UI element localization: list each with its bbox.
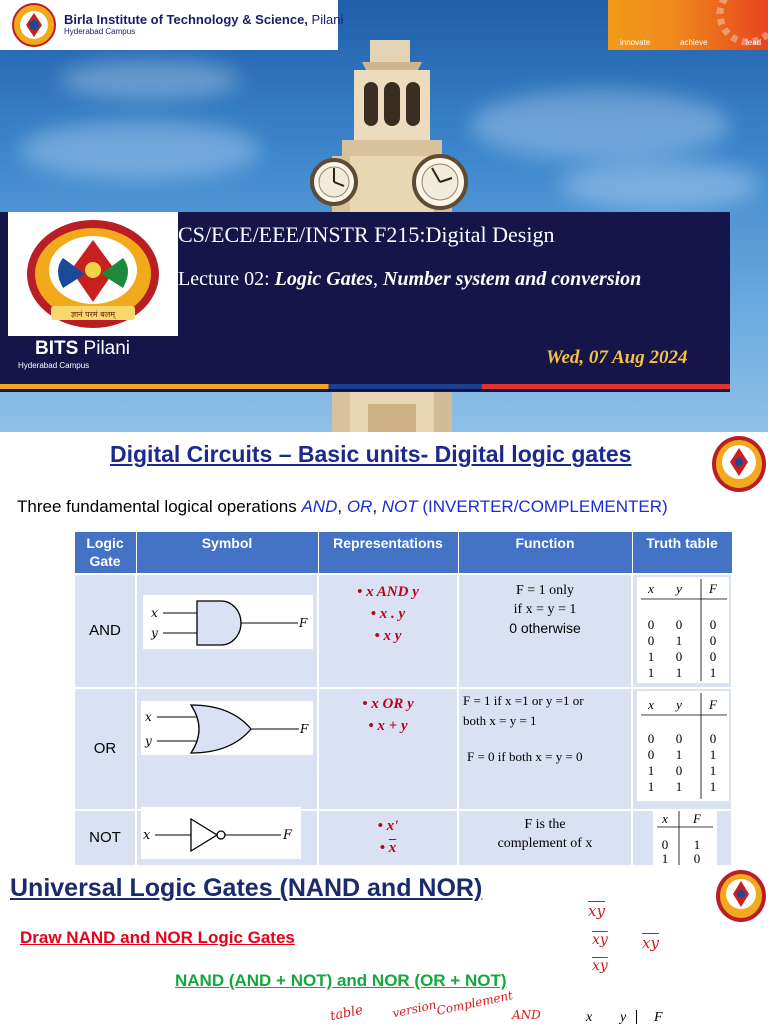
function-line: complement of x bbox=[497, 835, 593, 851]
op-sep-1: , bbox=[337, 497, 347, 516]
truth-value: 1 bbox=[647, 664, 655, 680]
handwriting-xy-full-bar: $\overline{xy}$ bbox=[642, 934, 659, 952]
tagline-innovate: innovate bbox=[620, 38, 651, 47]
truth-value: 0 bbox=[647, 632, 655, 648]
truth-value: 0 bbox=[675, 730, 683, 746]
symbol-cell bbox=[136, 574, 318, 688]
input-label: x bbox=[151, 605, 158, 620]
truth-value: 0 bbox=[675, 762, 683, 778]
course-title: CS/ECE/EEE/INSTR F215:Digital Design bbox=[178, 222, 555, 247]
truth-header: F bbox=[709, 696, 717, 712]
handwriting-table: table bbox=[328, 1002, 365, 1025]
header-function: Function bbox=[458, 532, 632, 574]
rep-item: • x AND y bbox=[357, 583, 419, 600]
header-symbol: Symbol bbox=[136, 532, 318, 574]
truth-value: 0 bbox=[661, 836, 669, 852]
institute-name-pilani: Pilani bbox=[307, 12, 344, 27]
function-cell bbox=[458, 574, 632, 688]
handwriting-xy-partial-2: $\overline{xy}$ bbox=[592, 958, 608, 974]
function-line: 0 otherwise bbox=[509, 619, 581, 636]
handwriting-version: version bbox=[391, 997, 438, 1021]
institute-header bbox=[0, 0, 344, 50]
logic-gate-table bbox=[73, 531, 733, 867]
bits-emblem-icon bbox=[710, 434, 768, 494]
tagline-banner bbox=[608, 0, 768, 50]
truth-value: 1 bbox=[709, 746, 717, 762]
op-and: AND bbox=[301, 497, 338, 516]
truth-value: 1 bbox=[675, 746, 683, 762]
representations-cell bbox=[318, 574, 458, 688]
nand-nor-definition: NAND (AND + NOT) and NOR (OR + NOT) bbox=[175, 971, 507, 990]
truth-header-x: x bbox=[586, 1010, 593, 1025]
truth-value: 0 bbox=[647, 746, 655, 762]
table-row-not bbox=[74, 810, 732, 866]
truth-header: x bbox=[648, 696, 654, 712]
truth-header: F bbox=[709, 580, 717, 596]
truth-value: 1 bbox=[693, 836, 701, 852]
lecture-date: Wed, 07 Aug 2024 bbox=[546, 347, 688, 368]
institute-name: Birla Institute of Technology & Science, bbox=[64, 12, 308, 27]
output-label: F bbox=[300, 721, 309, 736]
table-row-or bbox=[74, 688, 732, 810]
lecture-prefix: Lecture 02: bbox=[178, 268, 270, 290]
bits-emblem-icon bbox=[714, 868, 768, 924]
truth-value: 0 bbox=[647, 730, 655, 746]
tagline-lead: lead bbox=[746, 38, 762, 47]
not-gate-icon bbox=[141, 807, 301, 859]
truth-table-cell bbox=[632, 688, 732, 810]
slide-title: Digital Circuits – Basic units- Digital logic gates bbox=[110, 441, 632, 467]
input-label: y bbox=[151, 625, 158, 640]
input-label: y bbox=[145, 733, 152, 748]
truth-value: 0 bbox=[709, 616, 717, 632]
brand-pilani: Pilani bbox=[78, 338, 131, 359]
gate-name: AND bbox=[74, 574, 136, 688]
truth-header-y: y bbox=[620, 1010, 627, 1025]
function-line: F = 0 if both x = y = 0 bbox=[467, 748, 583, 764]
bits-emblem-icon bbox=[23, 218, 163, 330]
draw-heading: Draw NAND and NOR Logic Gates bbox=[20, 928, 295, 947]
header-representations: Representations bbox=[318, 532, 458, 574]
truth-value: 1 bbox=[675, 778, 683, 794]
truth-value: 0 bbox=[709, 648, 717, 664]
input-label: x bbox=[145, 709, 152, 724]
truth-header: y bbox=[676, 696, 682, 712]
truth-value: 1 bbox=[675, 632, 683, 648]
handwriting-and: AND bbox=[512, 1008, 541, 1022]
slide-subtitle bbox=[17, 497, 668, 517]
truth-header: y bbox=[676, 580, 682, 596]
function-line: F = 1 if x =1 or y =1 or bbox=[463, 692, 584, 708]
op-sep-2: , bbox=[372, 497, 382, 516]
op-or: OR bbox=[346, 497, 373, 516]
subtitle-prefix: Three fundamental logical operations bbox=[17, 497, 302, 516]
handwriting-xy-partial: $\overline{xy}$ bbox=[592, 932, 608, 948]
truth-value: 1 bbox=[647, 778, 655, 794]
output-label: F bbox=[283, 827, 293, 843]
truth-header: x bbox=[662, 810, 668, 826]
truth-value: 0 bbox=[693, 850, 701, 865]
output-label: F bbox=[299, 615, 308, 630]
function-line: if x = y = 1 bbox=[513, 601, 577, 617]
table-header-row bbox=[74, 532, 732, 574]
gate-name: OR bbox=[74, 688, 136, 810]
rep-item: • x y bbox=[374, 627, 402, 644]
truth-header: F bbox=[693, 810, 701, 826]
rep-item: • x OR y bbox=[362, 695, 414, 712]
truth-table-cell bbox=[632, 574, 732, 688]
handwriting-complement: Complement bbox=[435, 988, 515, 1018]
input-label: x bbox=[143, 827, 151, 843]
lecture-title bbox=[178, 268, 641, 291]
subtitle-suffix: (INVERTER/COMPLEMENTER) bbox=[417, 497, 668, 516]
truth-table-not bbox=[653, 809, 717, 865]
function-line: F = 1 only bbox=[515, 582, 575, 598]
op-not: NOT bbox=[381, 497, 418, 516]
lecture-topic-2: Number system and conversion bbox=[382, 268, 642, 290]
truth-value: 1 bbox=[709, 778, 717, 794]
bits-logo-icon bbox=[12, 3, 56, 47]
truth-value: 1 bbox=[709, 762, 717, 778]
and-gate-icon bbox=[143, 595, 313, 649]
rep-item: • x' bbox=[377, 817, 399, 834]
lecture-comma: , bbox=[372, 268, 378, 290]
truth-value: 1 bbox=[647, 648, 655, 664]
lecture-topic: Logic Gates bbox=[274, 268, 373, 290]
representations-cell bbox=[318, 810, 458, 866]
truth-value: 0 bbox=[709, 632, 717, 648]
truth-value: 1 bbox=[647, 762, 655, 778]
color-stripe bbox=[0, 384, 730, 389]
rep-item: • x + y bbox=[368, 717, 408, 734]
gate-name: NOT bbox=[74, 810, 136, 866]
truth-header-f: F bbox=[654, 1010, 663, 1025]
brand-name bbox=[35, 338, 130, 360]
large-logo-box bbox=[8, 212, 178, 336]
header-logic-gate: Logic Gate bbox=[74, 532, 136, 574]
truth-table-and bbox=[637, 577, 729, 683]
function-line: both x = y = 1 bbox=[463, 712, 537, 728]
truth-header: x bbox=[648, 580, 654, 596]
function-line: F is the bbox=[524, 816, 566, 832]
rep-item: • x . y bbox=[370, 605, 406, 622]
or-gate-icon bbox=[141, 701, 313, 755]
title-slide bbox=[0, 0, 768, 432]
truth-value: 1 bbox=[675, 664, 683, 680]
truth-value: 0 bbox=[675, 616, 683, 632]
truth-divider bbox=[636, 1010, 637, 1024]
function-cell bbox=[458, 688, 632, 810]
truth-value: 0 bbox=[709, 730, 717, 746]
truth-value: 0 bbox=[675, 648, 683, 664]
tagline-achieve: achieve bbox=[680, 38, 708, 47]
slide-title: Universal Logic Gates (NAND and NOR) bbox=[10, 874, 483, 902]
truth-table-cell bbox=[632, 810, 732, 866]
truth-value: 0 bbox=[647, 616, 655, 632]
header-truth-table: Truth table bbox=[632, 532, 732, 574]
handwriting-xy-bar: $\overline{xy}$ bbox=[588, 902, 605, 920]
brand-campus: Hyderabad Campus bbox=[18, 361, 90, 370]
truth-table-or bbox=[637, 691, 729, 801]
symbol-cell bbox=[136, 810, 318, 866]
table-row-and bbox=[74, 574, 732, 688]
representations-cell bbox=[318, 688, 458, 810]
truth-value: 1 bbox=[661, 850, 669, 865]
truth-value: 1 bbox=[709, 664, 717, 680]
symbol-cell bbox=[136, 688, 318, 810]
brand-bits: BITS bbox=[35, 338, 79, 359]
function-cell bbox=[458, 810, 632, 866]
rep-item: • $\overline{x}$ bbox=[379, 839, 397, 856]
logo-motto: ज्ञानं परमं बलम् bbox=[70, 310, 116, 319]
institute-campus: Hyderabad Campus bbox=[64, 27, 136, 36]
